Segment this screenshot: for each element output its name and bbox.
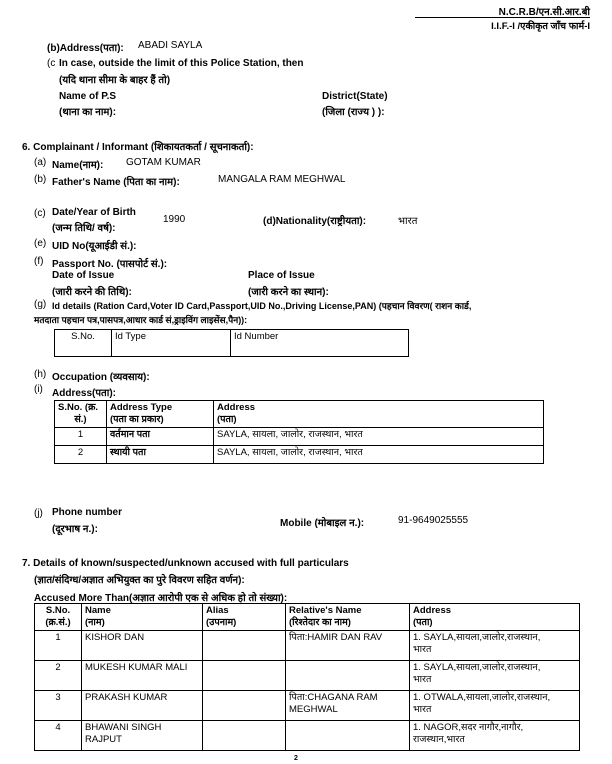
acc-relative: पिता:CHAGANA RAM MEGHWAL	[286, 691, 410, 721]
s6b-label: Father's Name (पिता का नाम):	[52, 177, 180, 188]
addr-type: वर्तमान पता	[107, 428, 214, 446]
acc-sno: 2	[35, 661, 82, 691]
acc-col-address: Address (पता)	[410, 604, 580, 631]
acc-name: KISHOR DAN	[82, 631, 203, 661]
addr-col-address: Address (पता)	[214, 401, 544, 428]
acc-col-name: Name (नाम)	[82, 604, 203, 631]
table-row	[55, 446, 544, 464]
s5b-value: ABADI SAYLA	[138, 40, 203, 51]
id-col-sno: S.No.	[55, 330, 112, 357]
addr-value: SAYLA, सायला, जालोर, राजस्थान, भारत	[214, 446, 544, 464]
phone-label: Phone number	[52, 507, 123, 518]
district-label-hi: (जिला (राज्य ) ):	[322, 107, 385, 118]
page-number: 2	[294, 755, 298, 762]
acc-sno: 1	[35, 631, 82, 661]
table-row	[35, 721, 580, 751]
acc-address: 1. SAYLA,सायला,जालोर,राजस्थान, भारत	[410, 631, 580, 661]
s6j-prefix: (j)	[34, 508, 43, 519]
ps-label: Name of P.S	[59, 91, 117, 102]
table-row	[35, 691, 580, 721]
acc-col-alias: Alias (उपनाम)	[203, 604, 286, 631]
address-table	[54, 400, 544, 464]
acc-name: BHAWANI SINGH RAJPUT	[82, 721, 203, 751]
acc-name: PRAKASH KUMAR	[82, 691, 203, 721]
ps-label-hi: (थाना का नाम):	[59, 107, 117, 118]
s6f-prefix: (f)	[34, 256, 44, 267]
table-row	[35, 661, 580, 691]
s5c-text1: In case, outside the limit of this Police Station, then	[59, 58, 304, 69]
acc-name: MUKESH KUMAR MALI	[82, 661, 203, 691]
s6a-prefix: (a)	[34, 157, 47, 168]
id-col-number: Id Number	[231, 330, 409, 357]
complainant-name: GOTAM KUMAR	[126, 157, 201, 168]
nationality-value: भारत	[398, 216, 418, 227]
acc-relative	[286, 721, 410, 751]
acc-relative	[286, 661, 410, 691]
nationality-label: (d)Nationality(राष्ट्रीयता):	[263, 216, 367, 227]
s7-heading-hi: (ज्ञात/संदिग्ध/अज्ञात अभियुक्त का पुरे विवरण सहित वर्णन):	[34, 575, 245, 586]
s6h-prefix: (h)	[34, 369, 47, 380]
mobile-label: Mobile (मोबाइल न.):	[280, 518, 365, 529]
s5c-text2: (यदि थाना सीमा के बाहर हैं तो)	[59, 75, 171, 86]
s5c-prefix: (c	[47, 58, 56, 69]
s6b-prefix: (b)	[34, 174, 47, 185]
issue-place-label-hi: (जारी करने का स्थान):	[248, 287, 329, 298]
passport-label: Passport No. (पासपोर्ट सं.):	[52, 259, 168, 270]
acc-sno: 4	[35, 721, 82, 751]
acc-address: 1. SAYLA,सायला,जालोर,राजस्थान, भारत	[410, 661, 580, 691]
occupation-label: Occupation (व्यवसाय):	[52, 372, 150, 383]
addr-sno: 2	[55, 446, 107, 464]
addr-sno: 1	[55, 428, 107, 446]
district-label: District(State)	[322, 91, 388, 102]
father-name: MANGALA RAM MEGHWAL	[218, 174, 346, 185]
issue-date-label-hi: (जारी करने की तिथि):	[52, 287, 132, 298]
acc-col-sno: S.No. (क्र.सं.)	[35, 604, 82, 631]
s7-heading: 7. Details of known/suspected/unknown accused with full particulars	[22, 558, 349, 569]
dob-label: Date/Year of Birth	[52, 207, 136, 218]
uid-label: UID No(यूआईडी सं.):	[52, 241, 137, 252]
header-form-name: I.I.F.-I /एकीकृत जाँच फार्म-I	[491, 21, 590, 32]
id-details-table	[54, 329, 409, 357]
dob-label-hi: (जन्म तिथि/ वर्ष):	[52, 223, 116, 234]
s6a-label: Name(नाम):	[52, 160, 104, 171]
id-details-label-hi: मतदाता पहचान पत्र,पासपत्र,आधार कार्ड सं,ड्राइविंग लाइसेंस,पैन)):	[34, 315, 248, 325]
s6i-prefix: (i)	[34, 384, 43, 395]
id-col-type: Id Type	[112, 330, 231, 357]
s6-heading: 6. Complainant / Informant (शिकायतकर्ता / सूचनाकर्ता):	[22, 142, 254, 153]
acc-alias	[203, 631, 286, 661]
dob-value: 1990	[163, 214, 186, 225]
address-label: Address(पता):	[52, 388, 116, 399]
s6c-prefix: (c)	[34, 208, 46, 219]
header-ncrb: N.C.R.B/एन.सी.आर.बी	[498, 7, 590, 18]
table-row	[55, 428, 544, 446]
addr-col-type: Address Type (पता का प्रकार)	[107, 401, 214, 428]
accused-more-than: Accused More Than(अज्ञात आरोपी एक से अधिक हो तो संख्या):	[34, 593, 288, 604]
s6g-prefix: (g)	[34, 299, 47, 310]
acc-relative: पिता:HAMIR DAN RAV	[286, 631, 410, 661]
phone-label-hi: (दूरभाष न.):	[52, 524, 98, 535]
header-rule	[415, 17, 590, 18]
addr-value: SAYLA, सायला, जालोर, राजस्थान, भारत	[214, 428, 544, 446]
acc-sno: 3	[35, 691, 82, 721]
s5b-label: (b)Address(पता):	[47, 43, 124, 54]
acc-col-relative: Relative's Name (रिश्तेदार का नाम)	[286, 604, 410, 631]
acc-alias	[203, 691, 286, 721]
mobile-value: 91-9649025555	[398, 515, 469, 526]
issue-place-label: Place of Issue	[248, 270, 315, 281]
acc-address: 1. OTWALA,सायला,जालोर,राजस्थान, भारत	[410, 691, 580, 721]
addr-col-sno: S.No. (क्र. सं.)	[55, 401, 107, 428]
acc-address: 1. NAGOR,सदर नागौर,नागौर, राजस्थान,भारत	[410, 721, 580, 751]
addr-type: स्थायी पता	[107, 446, 214, 464]
issue-date-label: Date of Issue	[52, 270, 115, 281]
acc-alias	[203, 721, 286, 751]
table-row	[35, 631, 580, 661]
accused-table	[34, 603, 580, 751]
s6e-prefix: (e)	[34, 238, 47, 249]
acc-alias	[203, 661, 286, 691]
id-details-label: Id details (Ration Card,Voter ID Card,Passport,UID No.,Driving License,PAN) (पहचान विवरण( राशन कार्ड,	[52, 301, 472, 311]
